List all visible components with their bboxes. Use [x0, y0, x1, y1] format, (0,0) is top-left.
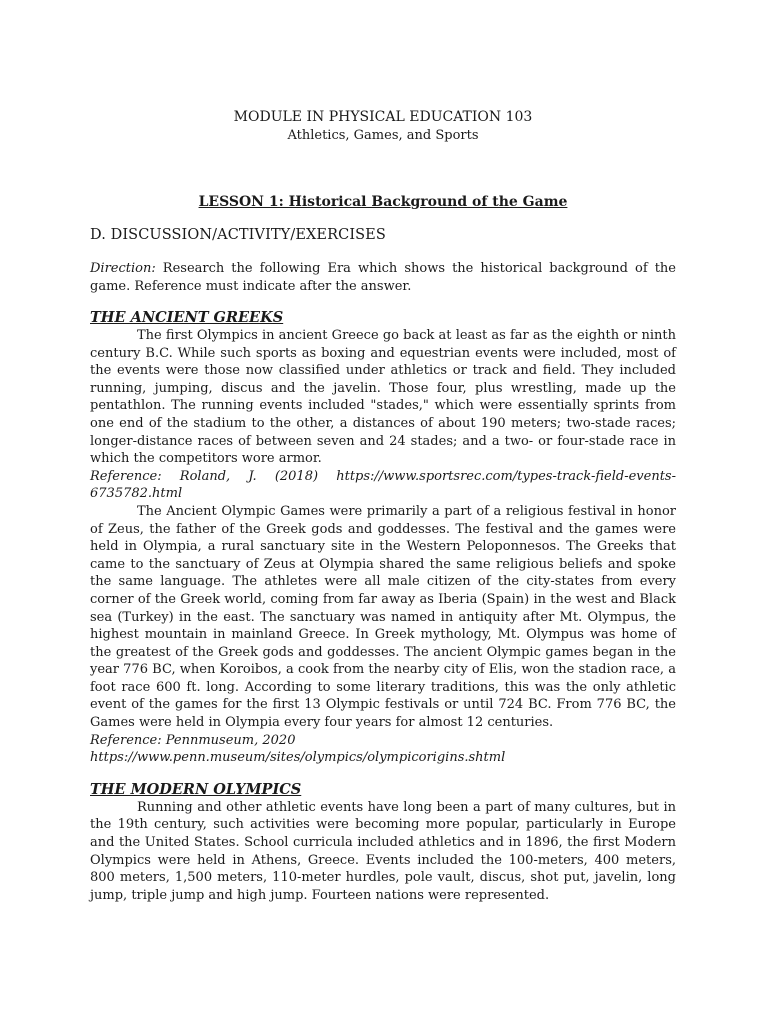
lesson-title: LESSON 1: Historical Background of the Game — [198, 194, 568, 210]
direction-text — [90, 260, 676, 295]
module-subtitle: Athletics, Games, and Sports — [287, 128, 479, 143]
module-title: MODULE IN PHYSICAL EDUCATION 103 — [233, 109, 533, 125]
ancient-greeks-reference-2-source: Reference: Pennmuseum, 2020 — [90, 732, 296, 748]
direction-body: Research the following Era which shows the historical background of the game. Reference must indicate after the answer. — [90, 261, 676, 294]
ancient-greeks-paragraph-2: The Ancient Olympic Games were primarily a part of a religious festival in honor of Zeus, the father of the Greek gods and goddesses. The festival and the games were held in Olympia, a rural sanctuary site in the Western Peloponnesos. The Greeks that came to the sanctuary of Zeus at Olympia shared the same religious beliefs and spoke the same language. The athletes were all male citizen of the city-states from every corner of the Greek world, coming from far away as Iberia (Spain) in the west and Black sea (Turkey) in the east. The sanctuary was named in antiquity after Mt. Olympus, the highest mountain in mainland Greece. In Greek mythology, Mt. Olympus was home of the greatest of the Greek gods and goddesses. The ancient Olympic games began in the year 776 BC, when Koroibos, a cook from the nearby city of Elis, won the stadion race, a foot race 600 ft. long. According to some literary traditions, this was the only athletic event of the games for the first 13 Olympic festivals or until 724 BC. From 776 BC, the Games were held in Olympia every four years for almost 12 centuries. — [90, 503, 676, 731]
modern-olympics-heading: THE MODERN OLYMPICS — [90, 780, 302, 798]
section-heading: D. DISCUSSION/ACTIVITY/EXERCISES — [90, 227, 386, 243]
ancient-greeks-heading: THE ANCIENT GREEKS — [90, 309, 284, 326]
modern-olympics-paragraph-1: Running and other athletic events have long been a part of many cultures, but in the 19th century, such activities were becoming more popular, particularly in Europe and the United States. School curricula included athletics and in 1896, the first Modern Olympics were held in Athens, Greece. Events included the 100-meters, 400 meters, 800 meters, 1,500 meters, 110-meter hurdles, pole vault, discus, shot put, javelin, long jump, triple jump and high jump. Fourteen nations were represented. — [90, 799, 676, 903]
ancient-greeks-reference-1: Reference: Roland, J. (2018) https://www.sportsrec.com/types-track-field-events-6735782.html — [90, 468, 676, 502]
ancient-greeks-paragraph-1: The first Olympics in ancient Greece go back at least as far as the eighth or ninth century B.C. While such sports as boxing and equestrian events were included, most of the events were those now classified under athletics or track and field. They included running, jumping, discus and the javelin. Those four, plus wrestling, made up the pentathlon. The running events included "stades," which were essentially sprints from one end of the stadium to the other, a distances of about 190 meters; two-stade races; longer-distance races of between seven and 24 stades; and a two- or four-stade race in which the competitors wore armor. — [90, 328, 676, 467]
ancient-greeks-reference-2-url: https://www.penn.museum/sites/olympics/olympicorigins.shtml — [90, 750, 506, 766]
direction-label: Direction: — [90, 261, 156, 276]
document-page — [90, 108, 676, 904]
